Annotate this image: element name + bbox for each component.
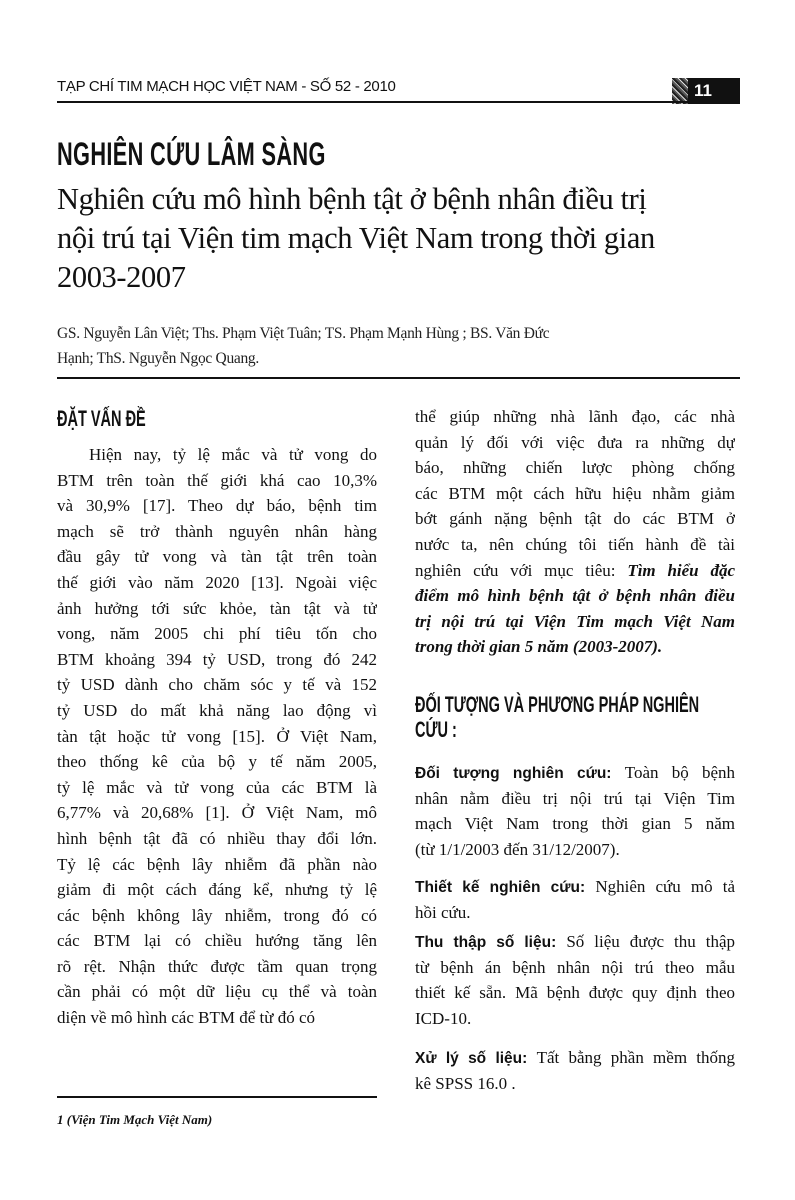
text-line [415,837,735,863]
text-segment: theo thống kê của bộ y tế năm 2005, [57,752,377,772]
title-line: 2003-2007 [57,260,186,294]
text-segment: mạch Việt Nam trong thời gian 5 năm [415,814,735,834]
text-line [57,826,377,852]
text-line [57,877,377,903]
text-line [57,544,377,570]
text-segment: (từ 1/1/2003 đến 31/12/2007). [415,839,620,859]
text-line [57,954,377,980]
text-segment: trị nội trú tại Viện Tim mạch Việt Nam [415,611,735,631]
text-line [415,1045,735,1071]
text-segment: Toàn bộ bệnh [624,763,735,782]
text-segment: ảnh hưởng tới sức khỏe, tàn tật và tử [57,598,377,618]
text-segment: diện về mô hình các BTM để từ đó có [57,1008,316,1028]
item-label: Thiết kế nghiên cứu: [415,879,596,896]
text-segment: các BTM lại có chiều hướng tăng lên [57,931,377,951]
item-label: Xử lý số liệu: [415,1050,537,1067]
left-column-body [57,442,377,1031]
text-line [415,874,735,900]
text-line [57,570,377,596]
text-segment: thiết kế sẵn. Mã bệnh được quy định theo [415,983,735,1003]
heading-line: ĐỐI TƯỢNG VÀ PHƯƠNG PHÁP NGHIÊN [415,692,700,717]
authors-line: Hạnh; ThS. Nguyễn Ngọc Quang. [57,350,259,367]
text-segment: nhân nằm điều trị nội trú tại Viện Tim [415,788,735,808]
text-segment: Hiện nay, tỷ lệ mắc và tử vong do [89,445,377,464]
text-segment: thế giới vào năm 2020 [13]. Ngoài việc [57,572,377,592]
text-line [57,493,377,519]
item-label: Đối tượng nghiên cứu: [415,765,625,782]
article-title [57,180,757,297]
text-line [415,609,735,635]
text-line [57,928,377,954]
methods-item-data-processing [415,1045,735,1096]
text-segment: từ bệnh án bệnh nhân nội trú theo mẫu [415,957,735,977]
text-line [415,955,735,981]
title-rule [57,377,740,379]
text-line [415,455,735,481]
text-segment: vong, năm 2005 chi phí tiêu tốn cho [57,624,377,644]
text-segment: báo, những chiến lược phòng chống [415,458,735,478]
authors [57,321,757,371]
text-line [415,532,735,558]
text-segment: ICD-10. [415,1008,472,1028]
text-segment: điểm mô hình bệnh tật ở bệnh nhân điều [415,586,735,606]
footnote: 1 (Viện Tim Mạch Việt Nam) [57,1112,213,1127]
running-header: TẠP CHÍ TIM MẠCH HỌC VIỆT NAM - SỐ 52 - 2010 [57,78,396,95]
text-line [415,1006,735,1032]
text-segment: thể giúp những nhà lãnh đạo, các nhà [415,407,735,426]
text-line [57,621,377,647]
text-segment: tỷ USD do mất khả năng lao động vì [57,700,377,720]
text-segment: đầu gây tử vong và tàn tật trên toàn [57,547,377,567]
methods-item-design [415,874,735,925]
title-line: Nghiên cứu mô hình bệnh tật ở bệnh nhân điều trị [57,182,647,216]
text-segment: Tất bằng phần mềm thống [536,1048,735,1067]
text-segment: 6,77% và 20,68% [1]. Ở Việt Nam, mô [57,803,377,823]
text-line [415,558,735,584]
text-segment: Số liệu được thu thập [566,932,735,951]
text-line [57,800,377,826]
text-line [415,506,735,532]
footnote-rule [57,1096,377,1098]
text-line [415,980,735,1006]
text-segment: các BTM một cách hữu hiệu nhằm giảm [415,483,735,503]
text-line [57,979,377,1005]
methods-item-data-collection [415,929,735,1031]
header-rule [57,101,740,103]
text-segment: và 30,9% [17]. Theo dự báo, bệnh tim [57,496,377,516]
text-segment: kê SPSS 16.0 . [415,1073,516,1093]
text-segment: tàn tật hoặc tử vong [15]. Ở Việt Nam, [57,726,377,746]
text-line [57,749,377,775]
text-line [415,900,735,926]
text-segment: Nghiên cứu mô tả [595,877,735,896]
text-line [57,519,377,545]
text-line [415,811,735,837]
text-segment: nước ta, nên chúng tôi tiến hành đề tài [415,534,735,554]
right-column-intro [415,404,735,660]
text-segment: mạch sẽ trở thành nguyên nhân hàng [57,521,377,541]
text-segment: rõ rệt. Nhận thức được tầm quan trọng [57,956,377,976]
text-segment: bớt gánh nặng bệnh tật do các BTM ở [415,509,735,529]
text-segment: giảm đi một cách đáng kể, nhưng tỷ lệ [57,880,377,900]
text-segment: Tìm hiểu đặc [627,560,735,580]
text-line [57,468,377,494]
text-segment: quản lý đối với việc đưa ra những dự [415,432,735,452]
text-segment: BTM khoảng 394 tỷ USD, trong đó 242 [57,649,377,669]
text-line [57,647,377,673]
text-line [415,929,735,955]
page-number: 11 [694,81,712,100]
text-segment: tỷ lệ mắc và tử vong của các BTM là [57,777,377,797]
text-segment: hồi cứu. [415,902,471,922]
text-line [415,1071,735,1097]
text-line [415,760,735,786]
text-line [415,583,735,609]
heading-methods [415,692,699,742]
heading-line: CỨU : [415,717,457,742]
text-line [415,786,735,812]
text-segment: các bệnh không lây nhiễm, trong đó có [57,905,377,925]
text-line [57,1005,377,1031]
text-segment: nghiên cứu với mục tiêu: [415,560,628,580]
text-line [57,698,377,724]
title-line: nội trú tại Viện tim mạch Việt Nam trong thời gian [57,221,655,255]
section-label: NGHIÊN CỨU LÂM SÀNG [57,136,326,172]
text-line [415,481,735,507]
text-line [57,672,377,698]
text-segment: Tỷ lệ các bệnh lây nhiễm đã phần nào [57,854,377,874]
text-segment: hình bệnh tật đã có nhiều thay đổi lớn. [57,828,377,848]
methods-item-subjects [415,760,735,862]
authors-line: GS. Nguyễn Lân Việt; Ths. Phạm Việt Tuân; TS. Phạm Mạnh Hùng ; BS. Văn Đức [57,325,550,342]
text-line [415,634,735,660]
text-line [415,430,735,456]
text-segment: BTM trên toàn thế giới khá cao 10,3% [57,470,377,490]
heading-dat-van-de: ĐẶT VẤN ĐỀ [57,406,146,431]
text-segment: tỷ USD dành cho chăm sóc y tế và 152 [57,675,377,695]
item-label: Thu thập số liệu: [415,934,567,951]
text-line [415,404,735,430]
text-line [57,775,377,801]
text-line [57,442,377,468]
text-line [57,596,377,622]
text-segment: trong thời gian 5 năm (2003-2007). [415,637,663,657]
text-line [57,852,377,878]
text-line [57,724,377,750]
text-line [57,903,377,929]
text-segment: cần phải có một dữ liệu cụ thể và toàn [57,982,377,1002]
